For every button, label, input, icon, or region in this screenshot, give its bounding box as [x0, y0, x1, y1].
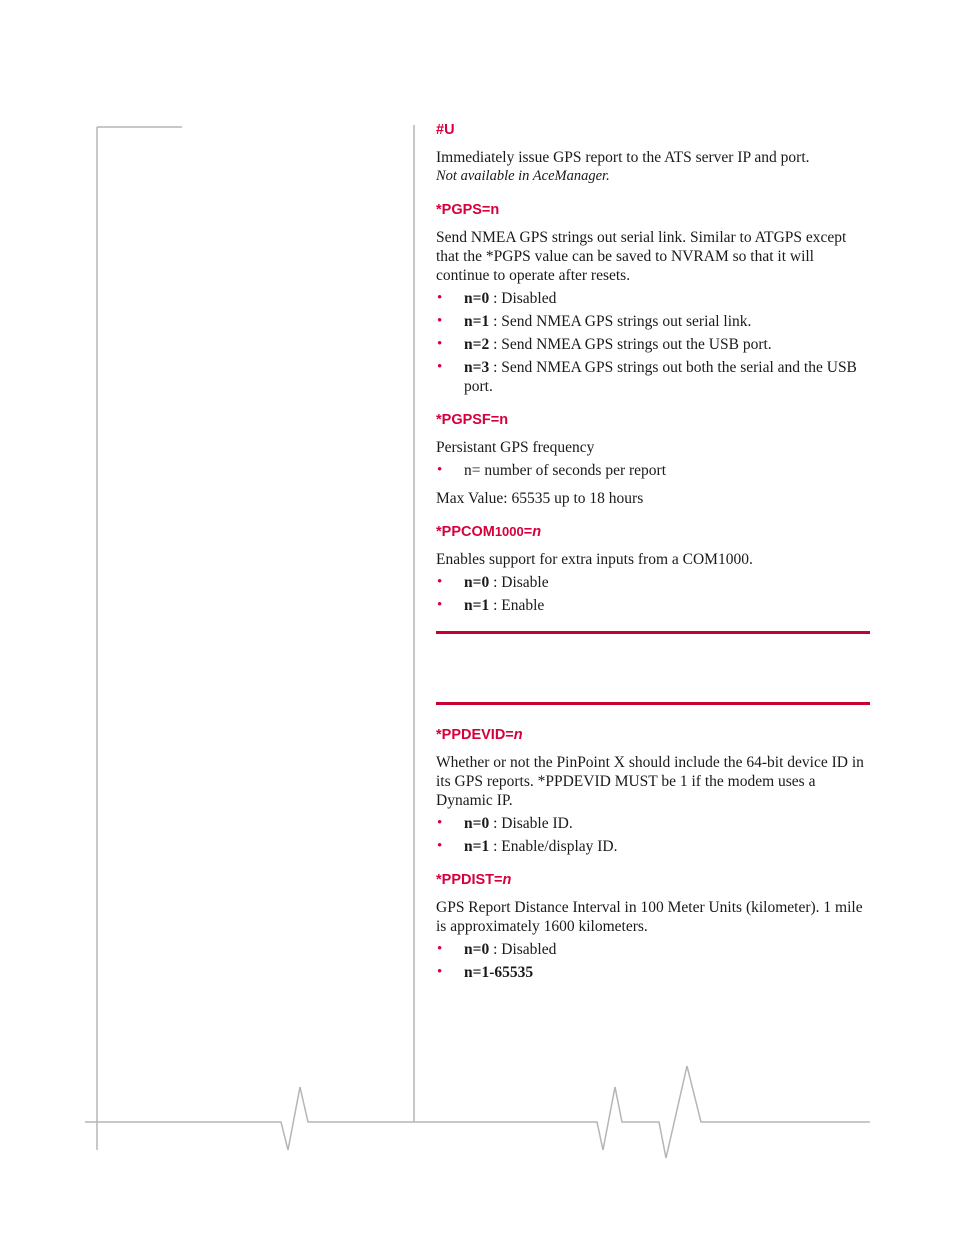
command-u-section	[436, 120, 870, 186]
command-description: GPS Report Distance Interval in 100 Meter Units (kilometer). 1 mile is approximately 1600 kilometers.	[436, 899, 863, 935]
command-description: Enables support for extra inputs from a COM1000.	[436, 551, 753, 568]
list-item: • n=2 : Send NMEA GPS strings out the USB port.	[436, 335, 870, 354]
command-heading: *PPDEVID=n	[436, 727, 523, 743]
list-item: • n= number of seconds per report	[436, 461, 870, 480]
section-divider-rule	[436, 702, 870, 705]
command-heading: *PGPSF=n	[436, 412, 509, 428]
list-item: • n=1 : Enable/display ID.	[436, 837, 870, 856]
command-ppdist-section	[436, 870, 870, 982]
command-heading: *PGPS=n	[436, 202, 500, 218]
list-item: • n=1 : Send NMEA GPS strings out serial link.	[436, 312, 870, 331]
command-heading: *PPCOM1000=n	[436, 524, 542, 540]
command-ppcom-section	[436, 522, 870, 615]
command-description: Send NMEA GPS strings out serial link. Similar to ATGPS except that the *PGPS value can be saved to NVRAM so that it will continue to operate after resets.	[436, 229, 847, 284]
command-ppdevid-section	[436, 725, 870, 856]
command-description: Immediately issue GPS report to the ATS server IP and port.	[436, 149, 810, 166]
list-item: • n=0 : Disable	[436, 573, 870, 592]
option-list	[436, 461, 870, 480]
option-list	[436, 940, 870, 982]
option-list	[436, 289, 870, 396]
list-item: • n=0 : Disabled	[436, 289, 870, 308]
main-content	[436, 120, 870, 982]
option-list	[436, 573, 870, 615]
list-item: • n=0 : Disabled	[436, 940, 870, 959]
list-item: • n=0 : Disable ID.	[436, 814, 870, 833]
command-description: Persistant GPS frequency	[436, 439, 595, 456]
command-heading: *PPDIST=n	[436, 872, 512, 888]
option-list	[436, 814, 870, 856]
list-item: • n=1-65535	[436, 963, 870, 982]
list-item: • n=1 : Enable	[436, 596, 870, 615]
max-value-text: Max Value: 65535 up to 18 hours	[436, 490, 644, 507]
command-pgpsf-section	[436, 410, 870, 508]
command-description: Whether or not the PinPoint X should include the 64-bit device ID in its GPS reports. *PPDEVID MUST be 1 if the modem uses a Dynamic IP.	[436, 754, 864, 809]
section-divider-rule	[436, 631, 870, 634]
signal-wave-line	[85, 1066, 870, 1158]
command-note: Not available in AceManager.	[436, 168, 610, 184]
command-pgps-section	[436, 200, 870, 396]
list-item: • n=3 : Send NMEA GPS strings out both the serial and the USB port.	[436, 358, 870, 396]
command-heading: #U	[436, 122, 455, 138]
